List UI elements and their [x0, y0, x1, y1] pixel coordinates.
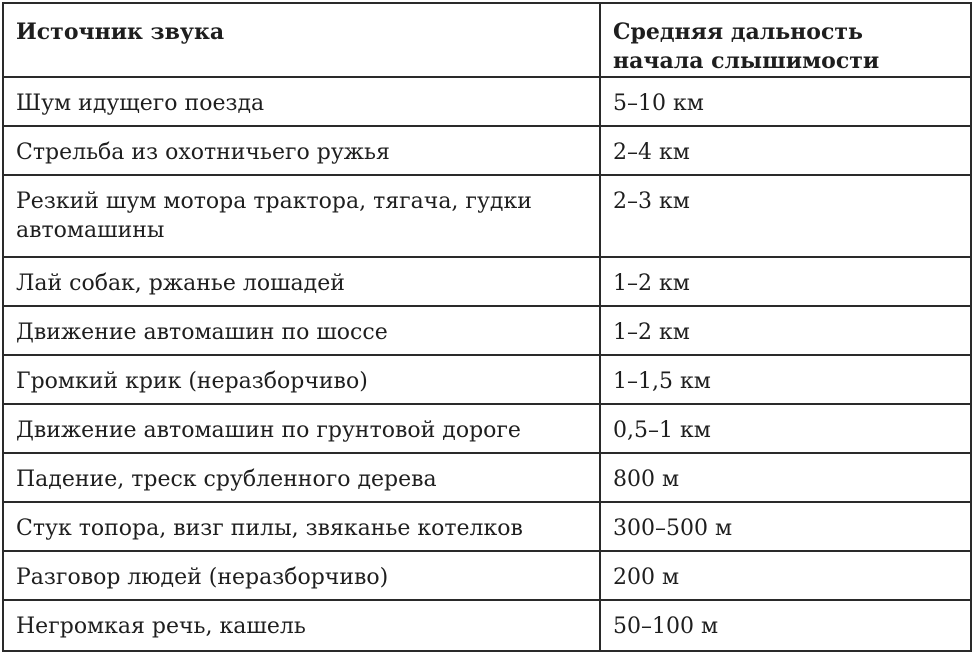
- sound-source-cell: Резкий шум мотора трактора, тягача, гудки автомашины: [3, 175, 600, 257]
- table-body: [3, 77, 971, 651]
- range-cell: 50–100 м: [600, 600, 971, 651]
- header-row: [3, 3, 971, 77]
- range-cell: 200 м: [600, 551, 971, 600]
- sound-range-table: [2, 2, 972, 652]
- range-cell: 1–1,5 км: [600, 355, 971, 404]
- table-row: [3, 502, 971, 551]
- sound-source-cell: Шум идущего поезда: [3, 77, 600, 126]
- sound-source-cell: Громкий крик (неразборчиво): [3, 355, 600, 404]
- table-row: [3, 404, 971, 453]
- header-sound-source: Источник звука: [3, 3, 600, 77]
- sound-source-cell: Негромкая речь, кашель: [3, 600, 600, 651]
- table-header: [3, 3, 971, 77]
- sound-source-cell: Разговор людей (неразборчиво): [3, 551, 600, 600]
- table-row: [3, 551, 971, 600]
- table-row: [3, 175, 971, 257]
- sound-source-cell: Движение автомашин по шоссе: [3, 306, 600, 355]
- table-row: [3, 126, 971, 175]
- range-cell: 0,5–1 км: [600, 404, 971, 453]
- range-cell: 2–3 км: [600, 175, 971, 257]
- sound-source-cell: Стук топора, визг пилы, звяканье котелков: [3, 502, 600, 551]
- sound-source-cell: Падение, треск срубленного дерева: [3, 453, 600, 502]
- sound-source-cell: Стрельба из охотничьего ружья: [3, 126, 600, 175]
- range-cell: 5–10 км: [600, 77, 971, 126]
- table-row: [3, 257, 971, 306]
- table-row: [3, 600, 971, 651]
- table-row: [3, 77, 971, 126]
- table-row: [3, 306, 971, 355]
- range-cell: 300–500 м: [600, 502, 971, 551]
- sound-source-cell: Движение автомашин по грунтовой дороге: [3, 404, 600, 453]
- range-cell: 800 м: [600, 453, 971, 502]
- table-row: [3, 355, 971, 404]
- table-row: [3, 453, 971, 502]
- header-audibility-range: Средняя дальность начала слышимости: [600, 3, 971, 77]
- range-cell: 1–2 км: [600, 306, 971, 355]
- sound-source-cell: Лай собак, ржанье лошадей: [3, 257, 600, 306]
- range-cell: 1–2 км: [600, 257, 971, 306]
- range-cell: 2–4 км: [600, 126, 971, 175]
